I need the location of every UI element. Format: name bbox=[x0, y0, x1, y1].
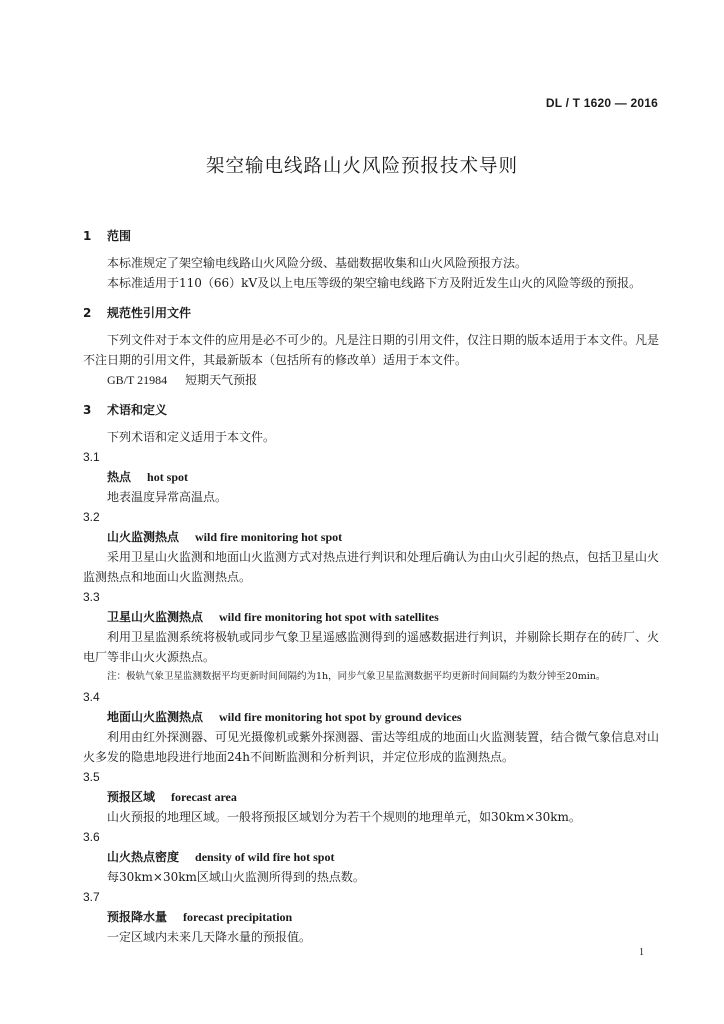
document-title: 架空输电线路山火风险预报技术导则 bbox=[205, 156, 518, 177]
reference-entry bbox=[83, 370, 659, 390]
section-title: 术语和定义 bbox=[107, 403, 168, 417]
term-heading bbox=[83, 847, 659, 867]
section-heading-terms bbox=[83, 400, 659, 420]
term-en: wild fire monitoring hot spot bbox=[195, 530, 343, 544]
term-number: 3.1 bbox=[83, 450, 100, 464]
paragraph: 本标准适用于110（66）kV及以上电压等级的架空输电线路下方及附近发生山火的风险等级的预报。 bbox=[107, 276, 642, 290]
term-en: wild fire monitoring hot spot with satellites bbox=[219, 610, 439, 624]
term-number: 3.7 bbox=[83, 890, 100, 904]
section-heading-normative-references bbox=[83, 303, 659, 323]
section-number: 1 bbox=[83, 229, 92, 243]
section-title: 规范性引用文件 bbox=[107, 306, 192, 320]
term-number: 3.3 bbox=[83, 590, 100, 604]
term-note: 注：极轨气象卫星监测数据平均更新时间间隔约为1h，同步气象卫星监测数据平均更新时间间隔约为数分钟至20min。 bbox=[107, 671, 606, 682]
term-heading bbox=[83, 607, 659, 627]
term-cn: 地面山火监测热点 bbox=[107, 710, 204, 724]
term-definition: 山火预报的地理区域。一般将预报区域划分为若干个规则的地理单元，如30km×30km。 bbox=[107, 810, 581, 824]
term-cn: 卫星山火监测热点 bbox=[107, 610, 204, 624]
term-heading bbox=[83, 787, 659, 807]
section-title: 范围 bbox=[107, 229, 132, 243]
paragraph: 本标准规定了架空输电线路山火风险分级、基础数据收集和山火风险预报方法。 bbox=[107, 256, 528, 270]
term-cn: 山火监测热点 bbox=[107, 530, 180, 544]
term-number: 3.6 bbox=[83, 830, 100, 844]
term-en: wild fire monitoring hot spot by ground devices bbox=[219, 710, 462, 724]
section-heading-scope bbox=[83, 226, 659, 246]
reference-code: GB/T 21984 bbox=[107, 373, 168, 387]
term-definition: 地表温度异常高温点。 bbox=[107, 490, 228, 504]
paragraph: 下列文件对于本文件的应用是必不可少的。凡是注日期的引用文件，仅注日期的版本适用于本文件。凡是不注日期的引用文件，其最新版本（包括所有的修改单）适用于本文件。 bbox=[83, 333, 660, 367]
term-cn: 预报区域 bbox=[107, 790, 156, 804]
term-cn: 预报降水量 bbox=[107, 910, 168, 924]
document-body bbox=[83, 226, 659, 947]
section-number: 2 bbox=[83, 306, 92, 320]
term-en: forecast precipitation bbox=[183, 910, 293, 924]
term-heading bbox=[83, 467, 659, 487]
section-number: 3 bbox=[83, 403, 92, 417]
term-definition: 利用由红外探测器、可见光摄像机或紫外探测器、雷达等组成的地面山火监测装置，结合微气象信息对山火多发的隐患地段进行地面24h不间断监测和分析判识，并定位形成的监测热点。 bbox=[83, 730, 660, 764]
term-cn: 山火热点密度 bbox=[107, 850, 180, 864]
term-heading bbox=[83, 527, 659, 547]
term-heading bbox=[83, 907, 659, 927]
paragraph: 下列术语和定义适用于本文件。 bbox=[107, 430, 276, 444]
term-number: 3.4 bbox=[83, 690, 100, 704]
term-en: forecast area bbox=[171, 790, 237, 804]
page-number: 1 bbox=[639, 947, 644, 958]
term-en: hot spot bbox=[147, 470, 189, 484]
term-definition: 利用卫星监测系统将极轨或同步气象卫星遥感监测得到的遥感数据进行判识，并剔除长期存在的砖厂、火电厂等非山火火源热点。 bbox=[83, 630, 660, 664]
term-heading bbox=[83, 707, 659, 727]
term-en: density of wild fire hot spot bbox=[195, 850, 335, 864]
reference-title: 短期天气预报 bbox=[185, 373, 258, 387]
term-cn: 热点 bbox=[107, 470, 132, 484]
term-definition: 采用卫星山火监测和地面山火监测方式对热点进行判识和处理后确认为由山火引起的热点，包括卫星山火监测热点和地面山火监测热点。 bbox=[83, 550, 660, 584]
term-number: 3.2 bbox=[83, 510, 100, 524]
term-number: 3.5 bbox=[83, 770, 100, 784]
standard-number: DL / T 1620 — 2016 bbox=[545, 96, 658, 110]
term-definition: 一定区域内未来几天降水量的预报值。 bbox=[107, 930, 312, 944]
term-definition: 每30km×30km区域山火监测所得到的热点数。 bbox=[107, 870, 365, 884]
